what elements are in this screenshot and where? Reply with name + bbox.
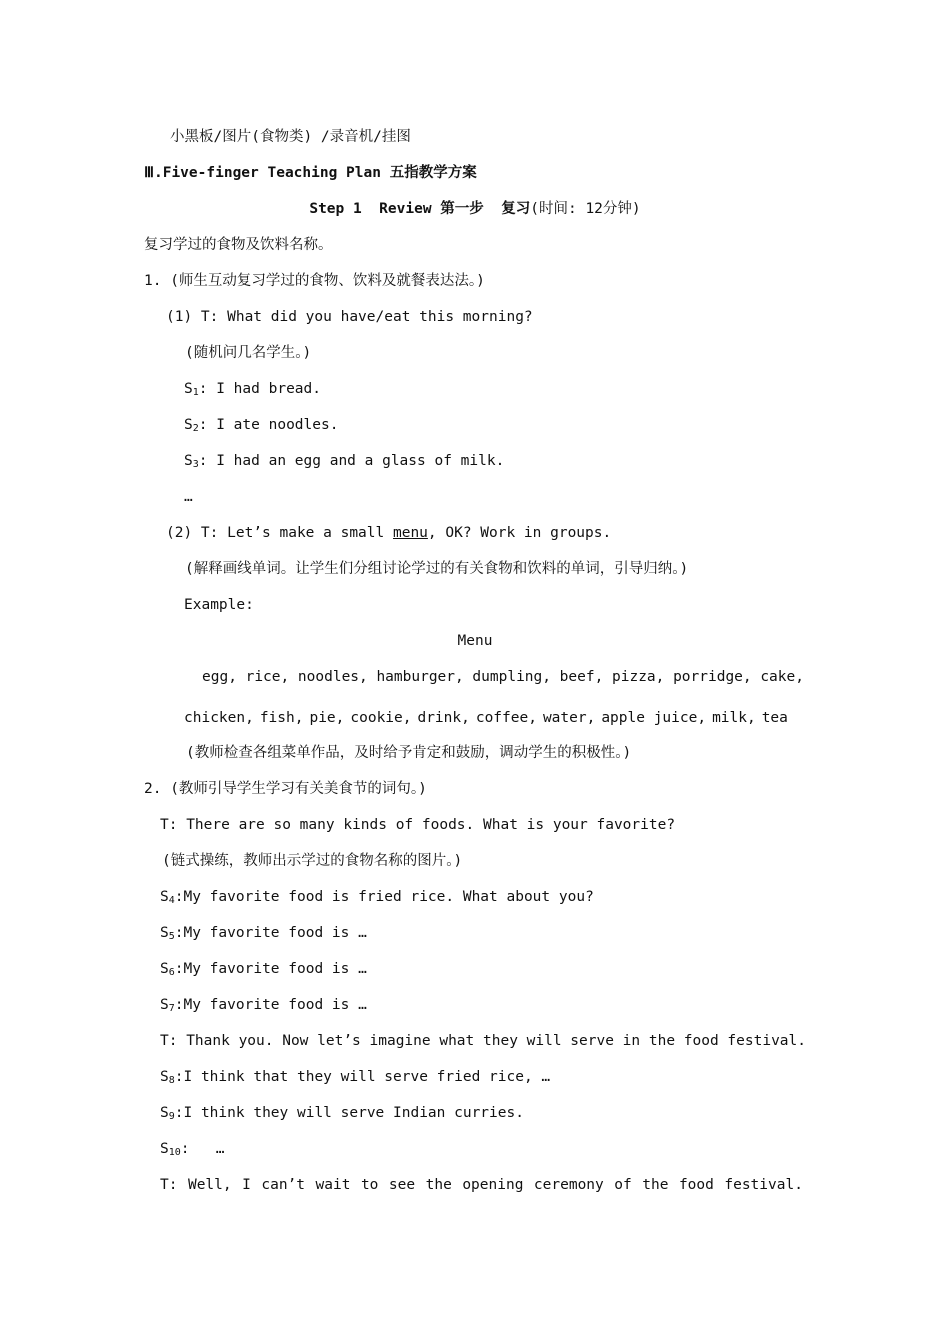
student-number: 1 — [192, 387, 199, 398]
word: T: — [160, 1177, 178, 1193]
student-text: :My favorite food is … — [174, 925, 367, 941]
word: rice, — [245, 669, 290, 685]
menu-line-2 — [184, 708, 788, 728]
student-line: $S_5:My$ favorite food is … — [160, 925, 367, 942]
word: hamburger, — [376, 669, 464, 685]
student-text: : I had an egg and a glass of milk. — [198, 453, 505, 469]
student-line: $S_9:I$ think they will serve Indian curries. — [160, 1105, 524, 1122]
section-heading: Ⅲ.Five-finger Teaching Plan 五指教学方案 — [144, 165, 477, 181]
student-number: 3 — [192, 459, 199, 470]
word: wait — [315, 1177, 351, 1193]
word: of — [614, 1177, 632, 1193]
menu-title: Menu — [457, 633, 493, 649]
word: cake, — [760, 669, 804, 685]
word: opening — [462, 1177, 524, 1193]
student-text: : … — [180, 1141, 225, 1157]
student-text: : I ate noodles. — [198, 417, 339, 433]
menu-line-1 — [202, 667, 804, 687]
word: pie, — [309, 710, 345, 726]
student-line: $S_4:My$ favorite food is fried rice. What about you? — [160, 889, 594, 906]
intro-line: 复习学过的食物及饮料名称。 — [144, 237, 333, 253]
word: chicken, — [184, 710, 254, 726]
word: apple juice, — [601, 710, 707, 726]
question-2-note: (解释画线单词。让学生们分组讨论学过的有关食物和饮料的单词，引导归纳。) — [185, 561, 689, 577]
item-2: 2. (教师引导学生学习有关美食节的词句。) — [144, 781, 427, 797]
student-line: $S_{10}$: … — [160, 1141, 225, 1158]
word: see — [388, 1177, 416, 1193]
student-number: 5 — [168, 931, 175, 942]
student-number: 10 — [168, 1147, 181, 1158]
teacher-note: (链式操练，教师出示学过的食物名称的图片。) — [162, 853, 463, 869]
student-line: $S_3$: I had an egg and a glass of milk. — [184, 453, 505, 470]
question-2-after: , OK? Work in groups. — [427, 525, 612, 541]
word: fish, — [259, 710, 304, 726]
student-line: $S_7:My$ favorite food is … — [160, 997, 367, 1014]
step-heading — [0, 199, 950, 219]
word: drink, — [417, 710, 470, 726]
student-line: $S_8:I$ think that they will serve fried rice, … — [160, 1069, 551, 1086]
word: tea — [761, 710, 788, 726]
student-number: 7 — [168, 1003, 175, 1014]
student-line: $S_2$: I ate noodles. — [184, 417, 339, 434]
step-heading-bold: Step 1 Review 第一步 复习 — [309, 201, 531, 217]
word: porridge, — [673, 669, 752, 685]
question-1: (1) T: What did you have/eat this morning? — [166, 309, 533, 325]
word: milk, — [712, 710, 756, 726]
student-number: 8 — [168, 1075, 175, 1086]
word: the — [425, 1177, 452, 1193]
item-1: 1. (师生互动复习学过的食物、饮料及就餐表达法。) — [144, 273, 485, 289]
menu-note: (教师检查各组菜单作品，及时给予肯定和鼓励，调动学生的积极性。) — [186, 745, 632, 761]
word: food — [678, 1177, 714, 1193]
word: beef, — [559, 669, 604, 685]
student-text: :My favorite food is … — [174, 997, 367, 1013]
student-line: $S_6:My$ favorite food is … — [160, 961, 367, 978]
word: to — [360, 1177, 379, 1193]
student-text: :I think they will serve Indian curries. — [174, 1105, 524, 1121]
student-text: :My favorite food is … — [174, 961, 367, 977]
example-label: Example: — [184, 597, 254, 613]
word: pizza, — [612, 669, 665, 685]
word: water, — [542, 710, 596, 726]
student-line: $S_1$: I had bread. — [184, 381, 321, 398]
question-2-before: (2) T: Let’s make a small — [166, 525, 393, 541]
student-number: 9 — [168, 1111, 175, 1122]
word: cookie, — [350, 710, 412, 726]
word: I — [242, 1177, 251, 1193]
student-text: : I had bread. — [198, 381, 321, 397]
student-text: :I think that they will serve fried rice, … — [174, 1069, 551, 1085]
teacher-line: T: There are so many kinds of foods. What is your favorite? — [160, 817, 676, 833]
word: the — [642, 1177, 669, 1193]
ellipsis: … — [184, 489, 193, 505]
word: noodles, — [297, 669, 368, 685]
materials-line: 小黑板/图片(食物类) /录音机/挂图 — [170, 129, 411, 145]
student-number: 6 — [168, 967, 175, 978]
word: festival. — [724, 1177, 803, 1193]
student-text: :My favorite food is fried rice. What about you? — [174, 889, 594, 905]
underlined-word: menu — [392, 525, 428, 541]
word: coffee, — [475, 710, 537, 726]
student-number: 4 — [168, 895, 175, 906]
teacher-line-justified — [160, 1175, 803, 1195]
question-1-note: (随机问几名学生。) — [185, 345, 312, 361]
word: can’t — [261, 1177, 306, 1193]
word: Well, — [187, 1177, 232, 1193]
step-heading-time: (时间: 12分钟) — [530, 201, 641, 217]
teacher-line: T: Thank you. Now let’s imagine what they will serve in the food festival. — [160, 1033, 807, 1049]
word: dumpling, — [472, 669, 551, 685]
word: egg, — [202, 669, 237, 685]
word: ceremony — [533, 1177, 604, 1193]
student-number: 2 — [192, 423, 199, 434]
question-2 — [166, 523, 611, 543]
